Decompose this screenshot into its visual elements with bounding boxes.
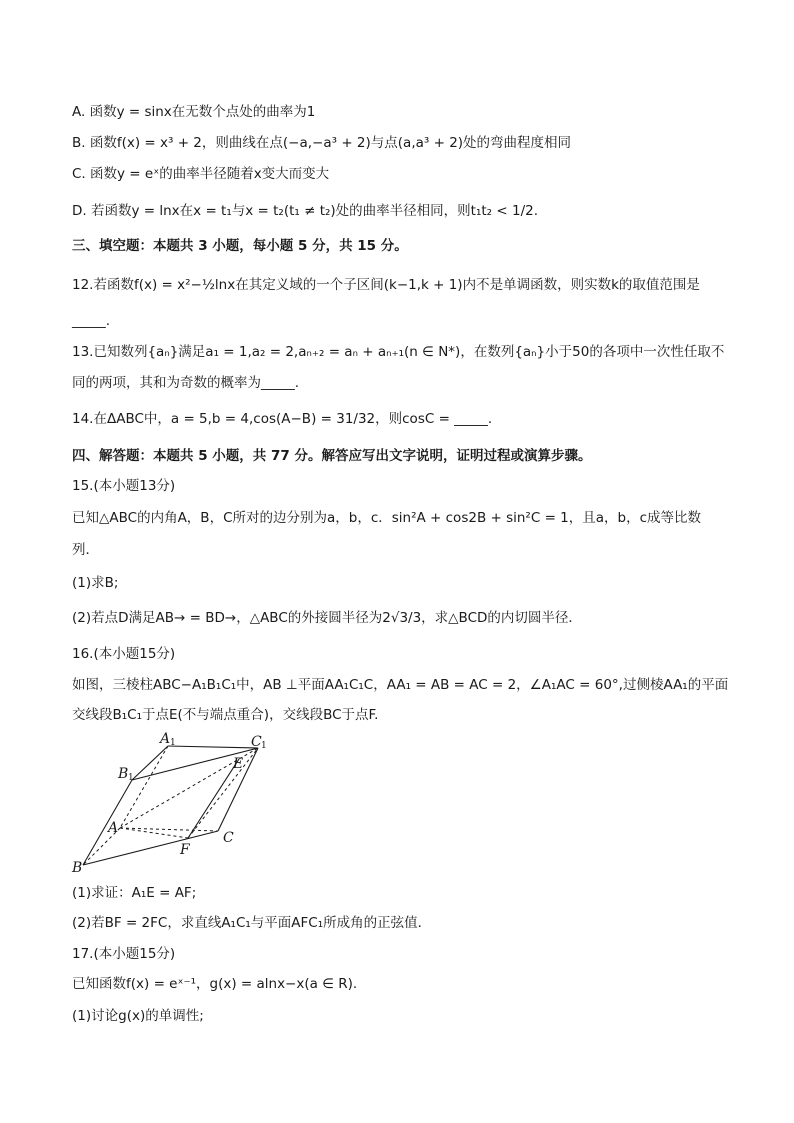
question-16-line-2: 交线段B₁C₁于点E(不与端点重合)，交线段BC于点F. xyxy=(72,707,379,723)
prism-figure xyxy=(68,728,268,876)
label-b: B xyxy=(72,860,83,876)
label-e: E xyxy=(233,756,244,772)
section-heading-fill-in: 三、填空题：本题共 3 小题，每小题 5 分，共 15 分。 xyxy=(72,238,408,254)
edge-a1c1 xyxy=(168,746,258,748)
section-heading-solution: 四、解答题：本题共 5 小题，共 77 分。解答应写出文字说明，证明过程或演算步骤。 xyxy=(72,448,592,464)
question-13-line-1: 13.已知数列{aₙ}满足a₁ = 1,a₂ = 2,aₙ₊₂ = aₙ + aₙ₊₁(n ∈ N*)，在数列{aₙ}小于50的各项中一次性任取不 xyxy=(72,344,725,360)
question-16-line-1: 如图，三棱柱ABC−A₁B₁C₁中，AB ⊥平面AA₁C₁C，AA₁ = AB = AC = 2，∠A₁AC = 60°,过侧棱AA₁的平面 xyxy=(72,677,729,693)
option-a: A. 函数y = sinx在无数个点处的曲率为1 xyxy=(72,104,316,120)
question-12: 12.若函数f(x) = x²−½lnx在其定义域的一个子区间(k−1,k + 1)内不是单调函数，则实数k的取值范围是 xyxy=(72,277,700,293)
option-c: C. 函数y = eˣ的曲率半径随着x变大而变大 xyxy=(72,166,330,182)
question-15-part-1: (1)求B; xyxy=(72,575,119,591)
question-16-header: 16.(本小题15分) xyxy=(72,646,176,662)
question-13-line-2: 同的两项，其和为奇数的概率为_____. xyxy=(72,375,300,391)
label-b1-sub: 1 xyxy=(128,773,134,783)
option-b: B. 函数f(x) = x³ + 2，则曲线在点(−a,−a³ + 2)与点(a,a³ + 2)处的弯曲程度相同 xyxy=(72,135,572,151)
edge-ef xyxy=(188,759,239,838)
question-17-part-1: (1)讨论g(x)的单调性; xyxy=(72,1008,204,1024)
edge-a1a xyxy=(120,746,168,828)
question-17-line-1: 已知函数f(x) = eˣ⁻¹，g(x) = alnx−x(a ∈ R). xyxy=(72,976,358,992)
label-b1: B xyxy=(118,766,129,782)
label-a1: A xyxy=(160,731,171,747)
label-c1: C xyxy=(251,734,262,750)
question-15-line-1: 已知△ABC的内角A，B，C所对的边分别为a，b，c．sin²A + cos2B + sin²C = 1，且a，b，c成等比数 xyxy=(72,510,702,526)
question-15-header: 15.(本小题13分) xyxy=(72,478,176,494)
question-17-header: 17.(本小题15分) xyxy=(72,946,176,962)
question-14: 14.在ΔABC中，a = 5,b = 4,cos(A−B) = 31/32，则cosC = _____. xyxy=(72,411,493,427)
label-a: A xyxy=(108,820,119,836)
question-12-blank: _____. xyxy=(72,313,111,329)
question-16-part-2: (2)若BF = 2FC，求直线A₁C₁与平面AFC₁所成角的正弦值． xyxy=(72,915,432,931)
label-a1-sub: 1 xyxy=(170,738,176,748)
question-15-part-2: (2)若点D满足AB→ = BD→，△ABC的外接圆半径为2√3/3，求△BCD的内切圆半径． xyxy=(72,610,582,626)
edge-af xyxy=(120,828,188,838)
edge-bc xyxy=(83,831,218,865)
question-16-part-1: (1)求证：A₁E = AF; xyxy=(72,885,197,901)
label-f: F xyxy=(180,842,190,858)
label-c1-sub: 1 xyxy=(261,741,267,751)
question-15-line-2: 列． xyxy=(72,542,99,558)
option-d: D. 若函数y = lnx在x = t₁与x = t₂(t₁ ≠ t₂)处的曲率半径相同，则t₁t₂ < 1/2. xyxy=(72,203,538,219)
edge-fc1 xyxy=(188,748,258,838)
label-c: C xyxy=(223,830,234,846)
